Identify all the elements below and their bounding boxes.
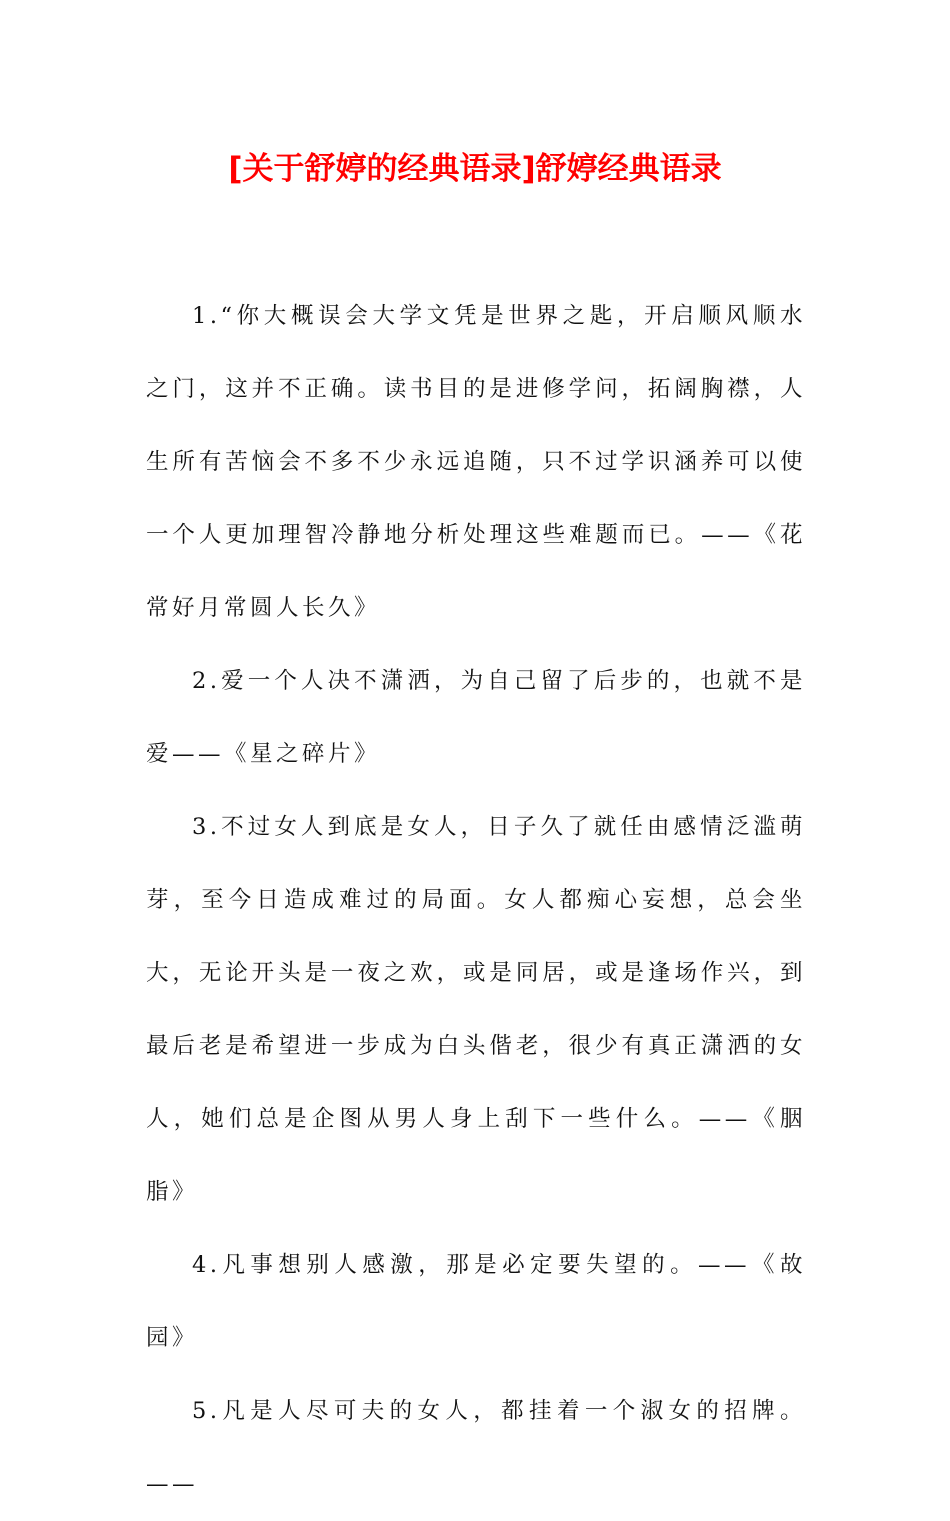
paragraph-5: 5.凡是人尽可夫的女人，都挂着一个淑女的招牌。——: [146, 1398, 806, 1497]
document-body: [146, 280, 806, 1521]
paragraph-1: 1.“你大概误会大学文凭是世界之匙，开启顺风顺水之门，这并不正确。读书目的是进修学问，拓阔胸襟，人生所有苦恼会不多不少永远追随，只不过学识涵养可以使一个人更加理智冷静地分析处理这些难题而已。——《花常好月常圆人长久》: [146, 303, 806, 621]
paragraph-4: 4.凡事想别人感激，那是必定要失望的。——《故园》: [146, 1252, 806, 1351]
document-title: [关于舒婷的经典语录]舒婷经典语录: [228, 151, 722, 187]
paragraph-2: 2.爱一个人决不潇洒，为自己留了后步的，也就不是爱——《星之碎片》: [146, 668, 806, 767]
paragraph-3: 3.不过女人到底是女人，日子久了就任由感情泛滥萌芽，至今日造成难过的局面。女人都痴心妄想，总会坐大，无论开头是一夜之欢，或是同居，或是逢场作兴，到最后老是希望进一步成为白头偕老，很少有真正潇洒的女人，她们总是企图从男人身上刮下一些什么。——《胭脂》: [146, 814, 806, 1205]
